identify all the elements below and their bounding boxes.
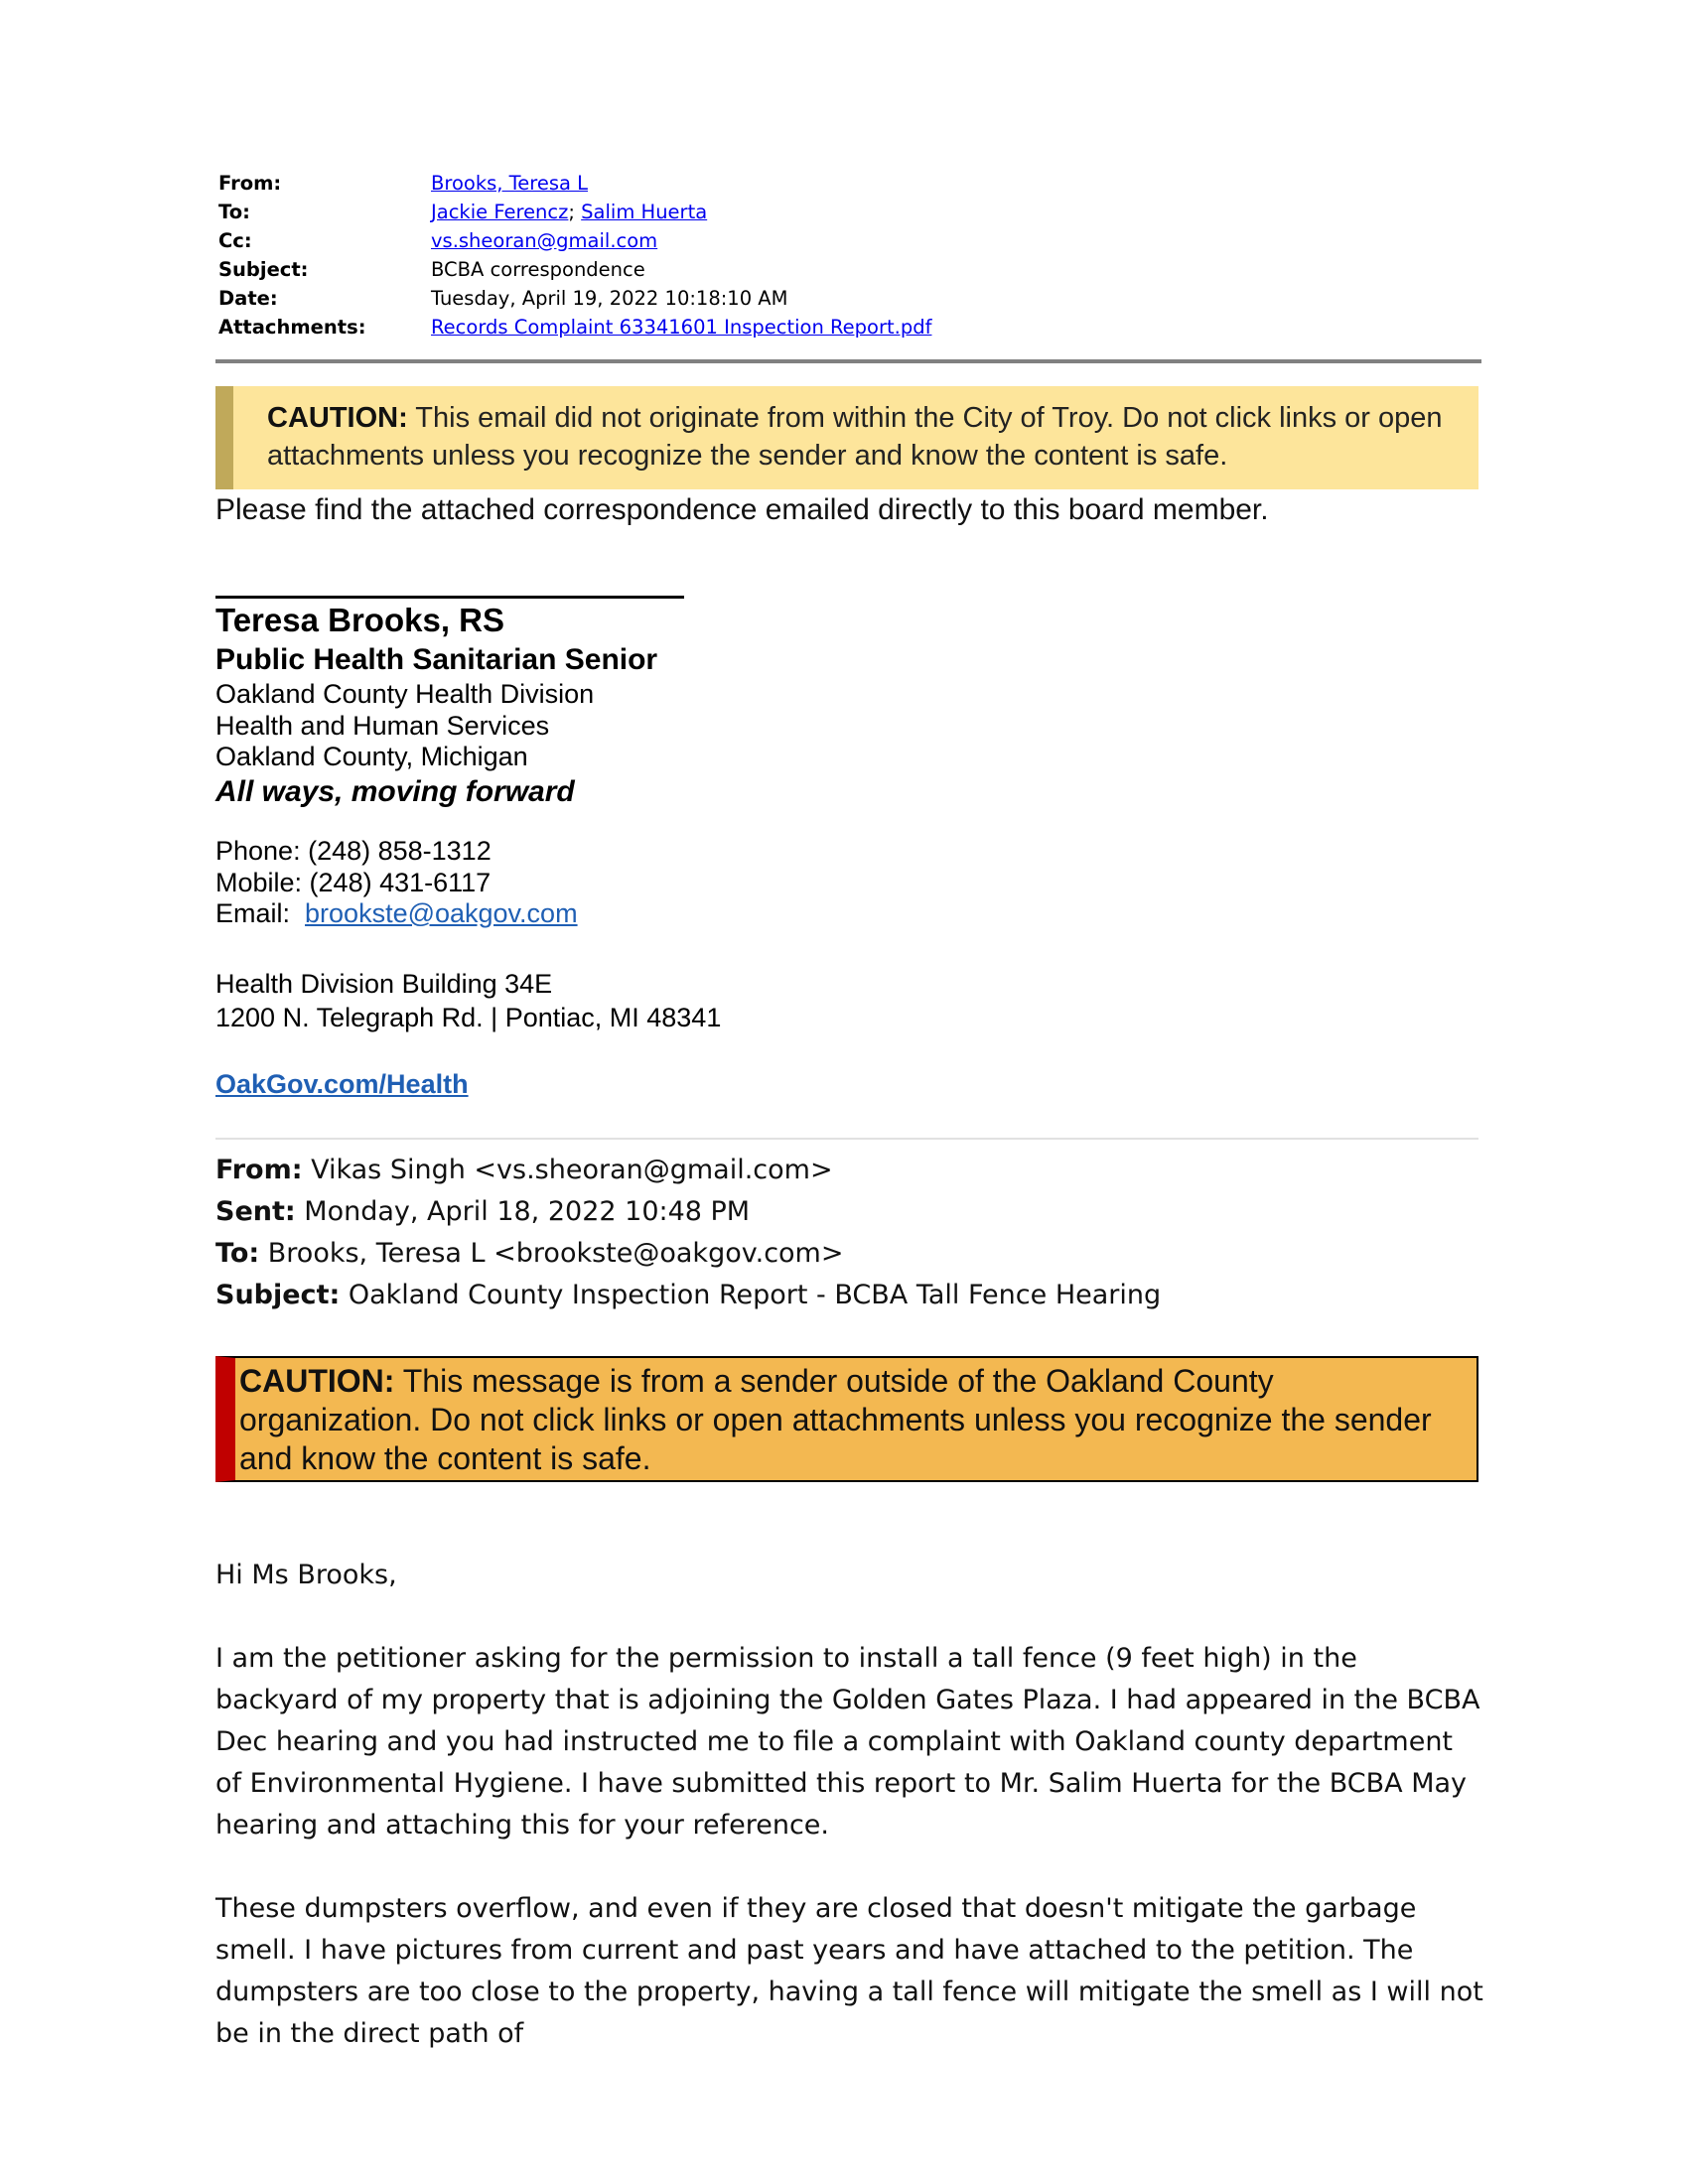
signature-block: [215, 600, 657, 811]
body-paragraph-2: These dumpsters overflow, and even if they are closed that doesn't mitigate the garbage smell. I have pictures from current and past years and have attached to the petition. The dumpsters are too close to the property, having a tall fence will mitigate the smell as I will not be in the direct path of: [215, 1893, 1483, 2049]
signature-title: Public Health Sanitarian Senior: [215, 643, 658, 676]
fwd-to-value: Brooks, Teresa L <brookste@oakgov.com>: [259, 1238, 844, 1269]
cc-label: Cc:: [218, 229, 252, 252]
signature-name: Teresa Brooks, RS: [215, 602, 505, 638]
caution2-text: This message is from a sender outside of the Oakland County organization. Do not click links or open attachments unless you recognize the sender and know the content is safe.: [239, 1363, 1432, 1476]
signature-website-link[interactable]: OakGov.com/Health: [215, 1069, 469, 1099]
header-attachments-row: [218, 313, 931, 341]
attachments-label: Attachments:: [218, 316, 366, 339]
caution-label: CAUTION:: [267, 402, 408, 434]
header-date-row: [218, 284, 931, 313]
date-label: Date:: [218, 287, 278, 310]
fwd-subject-row: [215, 1275, 1161, 1316]
date-value: Tuesday, April 19, 2022 10:18:10 AM: [431, 287, 788, 310]
signature-divider: [215, 596, 684, 599]
caution2-label: CAUTION:: [239, 1363, 395, 1399]
signature-contact: [215, 836, 578, 930]
caution-text: This email did not originate from within the City of Troy. Do not click links or open attachments unless you recognize the sender and know the content is safe.: [267, 402, 1443, 472]
signature-org-line: Oakland County Health Division: [215, 679, 595, 709]
attachment-link[interactable]: Records Complaint 63341601 Inspection Report.pdf: [431, 316, 932, 339]
to-link-2[interactable]: Salim Huerta: [581, 201, 708, 223]
header-to-row: [218, 198, 931, 226]
caution-banner-troy: [215, 386, 1478, 489]
fwd-subject-label: Subject:: [215, 1280, 341, 1310]
body-greeting: Hi Ms Brooks,: [215, 1560, 397, 1590]
signature-county-line: Oakland County, Michigan: [215, 742, 528, 771]
signature-phone: Phone: (248) 858-1312: [215, 836, 492, 866]
signature-dept-line: Health and Human Services: [215, 710, 550, 741]
signature-motto: All ways, moving forward: [215, 774, 575, 808]
forwarded-header: [215, 1150, 1161, 1316]
to-link-1[interactable]: Jackie Ferencz: [431, 201, 569, 223]
from-link[interactable]: Brooks, Teresa L: [431, 172, 589, 195]
subject-label: Subject:: [218, 258, 309, 281]
subject-value: BCBA correspondence: [431, 258, 645, 281]
to-separator: ;: [568, 201, 582, 223]
fwd-to-row: [215, 1233, 1161, 1275]
caution-banner-oakland: [215, 1356, 1478, 1482]
signature-address-line-2: 1200 N. Telegraph Rd. | Pontiac, MI 48341: [215, 1003, 722, 1032]
header-from-row: [218, 169, 931, 198]
signature-address-line-1: Health Division Building 34E: [215, 969, 553, 999]
signature-email-row: [215, 898, 578, 930]
fwd-from-value: Vikas Singh <vs.sheoran@gmail.com>: [302, 1155, 833, 1185]
signature-email-label: Email:: [215, 898, 306, 928]
email-header: [218, 169, 931, 341]
fwd-sent-row: [215, 1191, 1161, 1233]
fwd-from-label: From:: [215, 1155, 303, 1185]
signature-email-link[interactable]: brookste@oakgov.com: [305, 898, 578, 928]
cc-link[interactable]: vs.sheoran@gmail.com: [431, 229, 658, 252]
fwd-sent-label: Sent:: [215, 1196, 296, 1227]
signature-address: [215, 967, 721, 1034]
fwd-to-label: To:: [215, 1238, 260, 1269]
header-subject-row: [218, 255, 931, 284]
message-body: [215, 1555, 1486, 2097]
intro-text: Please find the attached correspondence emailed directly to this board member.: [215, 493, 1269, 526]
fwd-sent-value: Monday, April 18, 2022 10:48 PM: [295, 1196, 751, 1227]
forward-divider: [215, 1138, 1478, 1140]
body-paragraph-1: I am the petitioner asking for the permission to install a tall fence (9 feet high) in the backyard of my property that is adjoining the Golden Gates Plaza. I had appeared in the BCBA Dec hearing and you had instructed me to file a complaint with Oakland county department of Environmental Hygiene. I have submitted this report to Mr. Salim Huerta for the BCBA May hearing and attaching this for your reference.: [215, 1643, 1480, 1841]
header-divider: [215, 359, 1481, 363]
header-cc-row: [218, 226, 931, 255]
fwd-subject-value: Oakland County Inspection Report - BCBA Tall Fence Hearing: [340, 1280, 1162, 1310]
from-label: From:: [218, 172, 282, 195]
signature-mobile: Mobile: (248) 431-6117: [215, 867, 492, 897]
to-label: To:: [218, 201, 250, 223]
fwd-from-row: [215, 1150, 1161, 1191]
